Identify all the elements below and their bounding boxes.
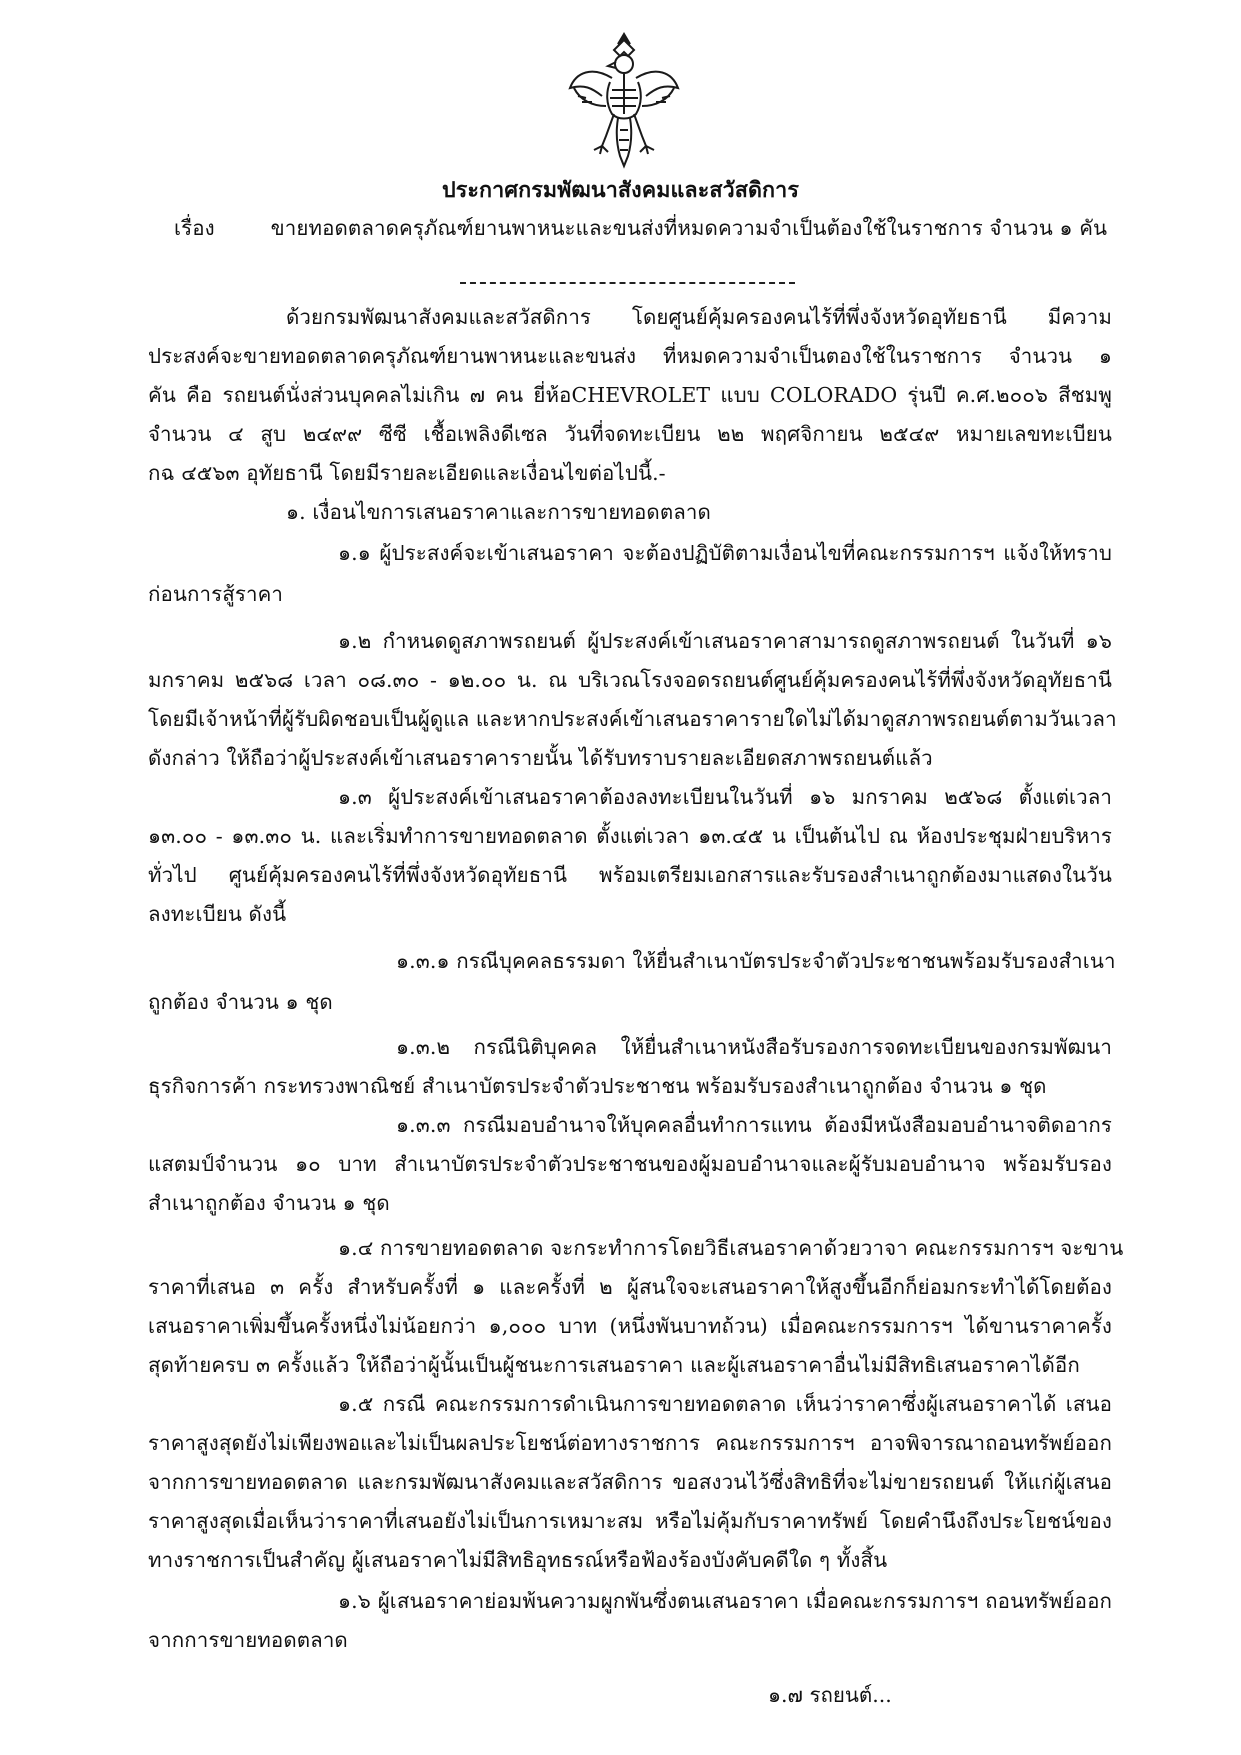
- clause-1-4: ๑.๔ การขายทอดตลาด จะกระทำการโดยวิธีเสนอราคาด้วยวาจา คณะกรรมการฯ จะขาน: [338, 1236, 1124, 1260]
- body-line: สำเนาถูกต้อง จำนวน ๑ ชุด: [148, 1191, 390, 1215]
- body-line: แสตมป์จำนวน ๑๐ บาท สำเนาบัตรประจำตัวประชาชนของผู้มอบอำนาจและผู้รับมอบอำนาจ พร้อมรับรอง: [148, 1152, 1112, 1176]
- clause-1-3-1: ๑.๓.๑ กรณีบุคคลธรรมดา ให้ยื่นสำเนาบัตรประจำตัวประชาชนพร้อมรับรองสำเนา: [396, 949, 1116, 973]
- body-line: ราคาสูงสุดยังไม่เพียงพอและไม่เป็นผลประโยชน์ต่อทางราชการ คณะกรรมการฯ อาจพิจารณาถอนทรัพย์ออก: [148, 1431, 1112, 1455]
- body-line: จากการขายทอดตลาด และกรมพัฒนาสังคมและสวัสดิการ ขอสงวนไว้ซึ่งสิทธิที่จะไม่ขายรถยนต์ ให้แก่ผู้เสนอ: [148, 1470, 1112, 1494]
- body-line: ด้วยกรมพัฒนาสังคมและสวัสดิการ โดยศูนย์คุ้มครองคนไร้ที่พึ่งจังหวัดอุทัยธานี มีความ: [286, 305, 1112, 329]
- body-line: สุดท้ายครบ ๓ ครั้งแล้ว ให้ถือว่าผู้นั้นเป็นผู้ชนะการเสนอราคา และผู้เสนอราคาอื่นไม่มีสิทธิเสนอราคาได้อีก: [148, 1353, 1080, 1377]
- continuation-marker: ๑.๗ รถยนต์...: [768, 1683, 892, 1707]
- clause-1-5: ๑.๕ กรณี คณะกรรมการดำเนินการขายทอดตลาด เห็นว่าราคาซึ่งผู้เสนอราคาได้ เสนอ: [338, 1392, 1112, 1416]
- subject-text: ขายทอดตลาดครุภัณฑ์ยานพาหนะและขนส่งที่หมดความจำเป็นต้องใช้ในราชการ จำนวน ๑ คัน: [270, 216, 1108, 240]
- clause-1-2: ๑.๒ กำหนดดูสภาพรถยนต์ ผู้ประสงค์เข้าเสนอราคาสามารถดูสภาพรถยนต์ ในวันที่ ๑๖: [338, 629, 1112, 653]
- body-line: ก่อนการสู้ราคา: [148, 582, 284, 606]
- clause-1-3-2: ๑.๓.๒ กรณีนิติบุคคล ให้ยื่นสำเนาหนังสือรับรองการจดทะเบียนของกรมพัฒนา: [396, 1035, 1112, 1059]
- body-line: ถูกต้อง จำนวน ๑ ชุด: [148, 990, 333, 1014]
- body-line: ราคาสูงสุดเมื่อเห็นว่าราคาที่เสนอยังไม่เป็นการเหมาะสม หรือไม่คุ้มกับราคาทรัพย์ โดยคำนึงถึงประโยชน์ของ: [148, 1509, 1112, 1533]
- body-line: เสนอราคาเพิ่มขึ้นครั้งหนึ่งไม่น้อยกว่า ๑,๐๐๐ บาท (หนึ่งพันบาทถ้วน) เมื่อคณะกรรมการฯ ได้ขานราคาครั้ง: [148, 1314, 1112, 1338]
- clause-1-3-3: ๑.๓.๓ กรณีมอบอำนาจให้บุคคลอื่นทำการแทน ต้องมีหนังสือมอบอำนาจติดอากร: [396, 1113, 1112, 1137]
- subject-line: [174, 213, 1107, 243]
- body-line: ๑๓.๐๐ - ๑๓.๓๐ น. และเริ่มทำการขายทอดตลาด ตั้งแต่เวลา ๑๓.๔๕ น เป็นต้นไป ณ ห้องประชุมฝ่ายบริหาร: [148, 824, 1112, 848]
- body-line: ดังกล่าว ให้ถือว่าผู้ประสงค์เข้าเสนอราคารายนั้น ได้รับทราบรายละเอียดสภาพรถยนต์แล้ว: [148, 746, 933, 770]
- body-line: ประสงค์จะขายทอดตลาดครุภัณฑ์ยานพาหนะและขนส่ง ที่หมดความจำเป็นตองใช้ในราชการ จำนวน ๑: [148, 344, 1112, 368]
- garuda-emblem-icon: [562, 26, 686, 176]
- clause-1-1: ๑.๑ ผู้ประสงค์จะเข้าเสนอราคา จะต้องปฏิบัติตามเงื่อนไขที่คณะกรรมการฯ แจ้งให้ทราบ: [338, 541, 1112, 565]
- body-line: จากการขายทอดตลาด: [148, 1628, 348, 1652]
- section-heading: ๑. เงื่อนไขการเสนอราคาและการขายทอดตลาด: [286, 500, 711, 524]
- document-title: ประกาศกรมพัฒนาสังคมและสวัสดิการ: [442, 178, 799, 203]
- body-line: ทั่วไป ศูนย์คุ้มครองคนไร้ที่พึ่งจังหวัดอุทัยธานี พร้อมเตรียมเอกสารและรับรองสำเนาถูกต้องมาแสดงในวัน: [148, 863, 1112, 887]
- clause-1-3: ๑.๓ ผู้ประสงค์เข้าเสนอราคาต้องลงทะเบียนในวันที่ ๑๖ มกราคม ๒๕๖๘ ตั้งแต่เวลา: [338, 785, 1112, 809]
- title-divider: [460, 282, 795, 284]
- subject-label: เรื่อง: [174, 216, 215, 240]
- body-line: ลงทะเบียน ดังนี้: [148, 902, 287, 926]
- body-line: คัน คือ รถยนต์นั่งส่วนบุคคลไม่เกิน ๗ คน ยี่ห้อCHEVROLET แบบ COLORADO รุ่นปี ค.ศ.๒๐๐๖ สีชมพู: [148, 383, 1112, 407]
- body-line: กฉ ๔๕๖๓ อุทัยธานี โดยมีรายละเอียดและเงื่อนไขต่อไปนี้.-: [148, 461, 666, 485]
- body-line: มกราคม ๒๕๖๘ เวลา ๐๘.๓๐ - ๑๒.๐๐ น. ณ บริเวณโรงจอดรถยนต์ศูนย์คุ้มครองคนไร้ที่พึ่งจังหวัดอุทัยธานี: [148, 668, 1112, 692]
- body-line: โดยมีเจ้าหน้าที่ผู้รับผิดชอบเป็นผู้ดูแล และหากประสงค์เข้าเสนอราคารายใดไม่ได้มาดูสภาพรถยนต์ตามวันเวลา: [148, 707, 1117, 731]
- clause-1-6: ๑.๖ ผู้เสนอราคาย่อมพ้นความผูกพันซึ่งตนเสนอราคา เมื่อคณะกรรมการฯ ถอนทรัพย์ออก: [338, 1589, 1112, 1613]
- body-line: จำนวน ๔ สูบ ๒๔๙๙ ซีซี เชื้อเพลิงดีเซล วันที่จดทะเบียน ๒๒ พฤศจิกายน ๒๕๔๙ หมายเลขทะเบียน: [148, 422, 1112, 446]
- body-line: ทางราชการเป็นสำคัญ ผู้เสนอราคาไม่มีสิทธิอุทธรณ์หรือฟ้องร้องบังคับคดีใด ๆ ทั้งสิ้น: [148, 1548, 888, 1572]
- body-line: ธุรกิจการค้า กระทรวงพาณิชย์ สำเนาบัตรประจำตัวประชาชน พร้อมรับรองสำเนาถูกต้อง จำนวน ๑ ชุด: [148, 1074, 1047, 1098]
- body-line: ราคาที่เสนอ ๓ ครั้ง สำหรับครั้งที่ ๑ และครั้งที่ ๒ ผู้สนใจจะเสนอราคาให้สูงขึ้นอีกก็ย่อมกระทำได้โดยต้อง: [148, 1275, 1112, 1299]
